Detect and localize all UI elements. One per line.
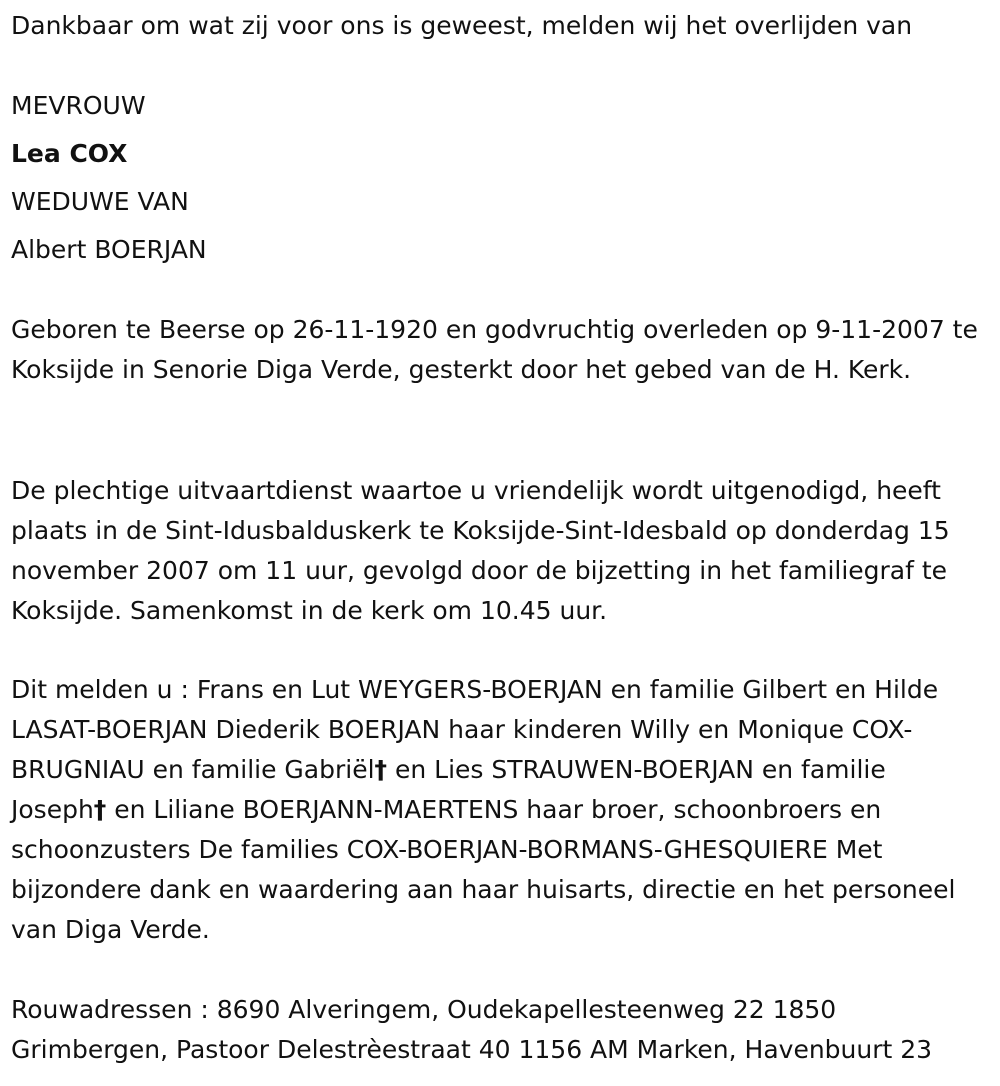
cross-icon: † (93, 795, 107, 824)
family-text-part1: Dit melden u : Frans en Lut WEYGERS-BOERJAN en familie Gilbert en Hilde LASAT-BOERJAN Diederik BOERJAN haar kinderen Willy en Monique COX-BRUGNIAU en familie Gabriël (11, 675, 939, 784)
spouse-name: Albert BOERJAN (11, 235, 207, 264)
intro-text: Dankbaar om wat zij voor ons is geweest, melden wij het overlijden van (11, 11, 913, 40)
addresses-paragraph: Rouwadressen : 8690 Alveringem, Oudekapellesteenweg 22 1850 Grimbergen, Pastoor Delestrèestraat 40 1156 AM Marken, Havenbuurt 23 (11, 995, 933, 1064)
honorific: MEVROUW (11, 91, 146, 120)
cross-icon: † (374, 755, 388, 784)
family-text-part3: en Liliane BOERJANN-MAERTENS haar broer, schoonbroers en schoonzusters De families COX-BOERJAN-BORMANS-GHESQUIERE Met bijzondere dank en waardering aan haar huisarts, directie en het personeel van Diga Verde. (11, 795, 956, 944)
birth-death-paragraph: Geboren te Beerse op 26-11-1920 en godvruchtig overleden op 9-11-2007 te Koksijde in Senorie Diga Verde, gesterkt door het gebed van de H. Kerk. (11, 315, 978, 384)
family-text-part2: en Lies STRAUWEN-BOERJAN en familie Joseph (11, 755, 886, 824)
deceased-name: Lea COX (11, 139, 128, 168)
family-paragraph (11, 670, 986, 950)
funeral-service-paragraph: De plechtige uitvaartdienst waartoe u vriendelijk wordt uitgenodigd, heeft plaats in de Sint-Idusbalduskerk te Koksijde-Sint-Idesbald op donderdag 15 november 2007 om 11 uur, gevolgd door de bijzetting in het familiegraf te Koksijde. Samenkomst in de kerk om 10.45 uur. (11, 476, 950, 625)
widow-label: WEDUWE VAN (11, 187, 189, 216)
